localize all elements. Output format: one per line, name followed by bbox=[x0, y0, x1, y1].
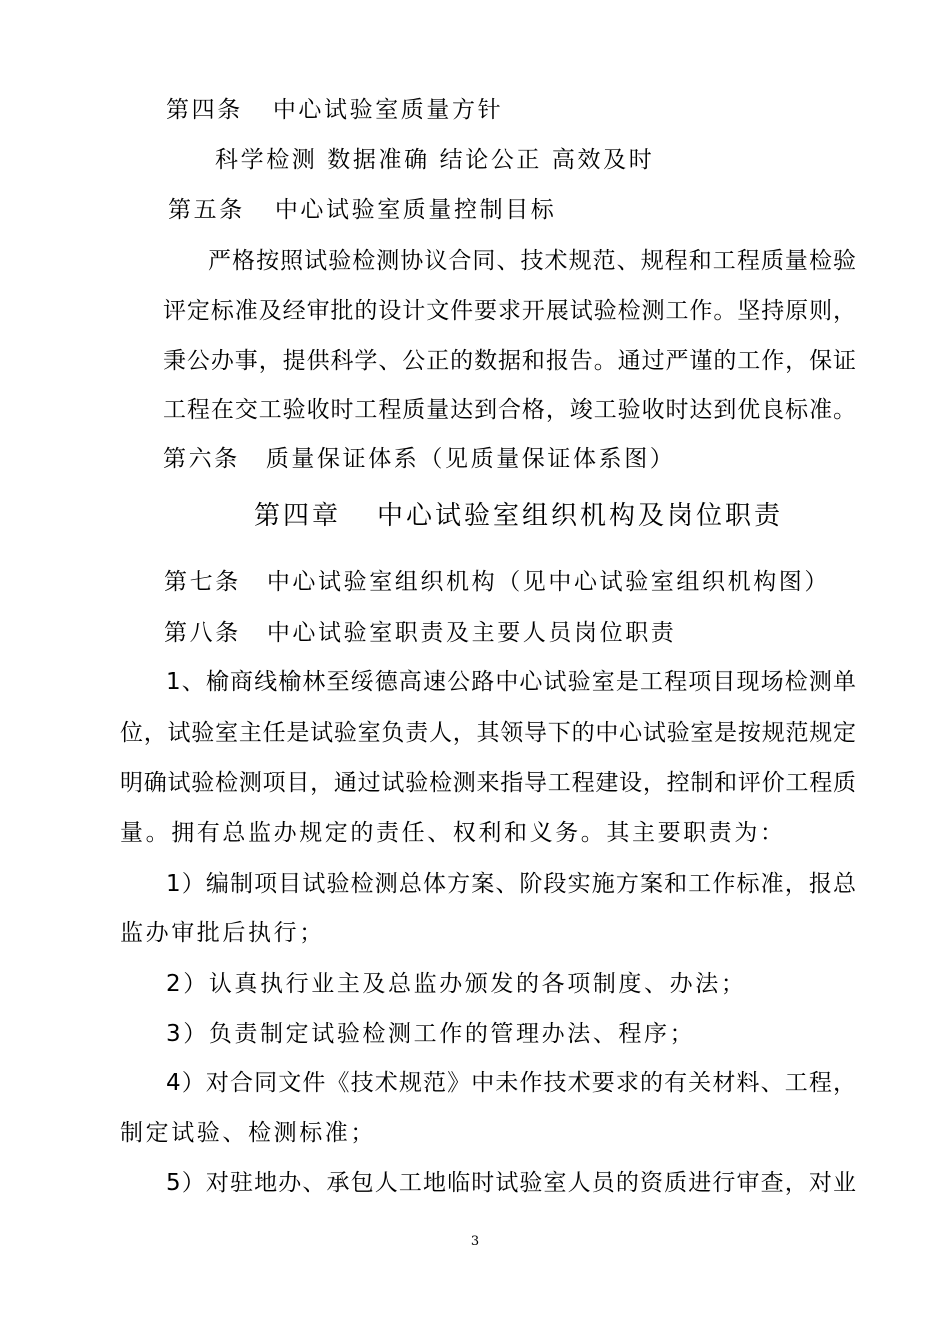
goal-line-3: 秉公办事，提供科学、公正的数据和报告。通过严谨的工作，保证 bbox=[163, 348, 856, 374]
duty-3: 3）负责制定试验检测工作的管理办法、程序； bbox=[166, 1021, 696, 1047]
article-6-heading bbox=[163, 444, 675, 474]
article-8-heading bbox=[164, 618, 676, 648]
item-1-line-1: 1、榆商线榆林至绥德高速公路中心试验室是工程项目现场检测单 bbox=[166, 669, 856, 695]
article-4-label: 第四条 bbox=[166, 97, 243, 123]
duty-2: 2）认真执行业主及总监办颁发的各项制度、办法； bbox=[166, 971, 747, 997]
article-8-title: 中心试验室职责及主要人员岗位职责 bbox=[266, 620, 677, 646]
chapter-4-title: 中心试验室组织机构及岗位职责 bbox=[377, 501, 784, 531]
article-4-title: 中心试验室质量方针 bbox=[272, 97, 504, 123]
duty-1-line-1: 1）编制项目试验检测总体方案、阶段实施方案和工作标准，报总 bbox=[166, 871, 856, 897]
duty-1-line-2: 监办审批后执行； bbox=[120, 920, 325, 946]
chapter-4-heading bbox=[254, 501, 783, 531]
goal-line-2: 评定标准及经审批的设计文件要求开展试验检测工作。坚持原则， bbox=[163, 298, 856, 324]
item-1-line-3: 明确试验检测项目，通过试验检测来指导工程建设，控制和评价工程质 bbox=[120, 770, 856, 796]
goal-line-4: 工程在交工验收时工程质量达到合格，竣工验收时达到优良标准。 bbox=[163, 397, 856, 423]
article-5-label: 第五条 bbox=[168, 197, 245, 223]
chapter-4-label: 第四章 bbox=[254, 501, 342, 531]
duty-5-line-1: 5）对驻地办、承包人工地临时试验室人员的资质进行审查，对业 bbox=[166, 1170, 856, 1196]
article-7-heading bbox=[164, 567, 830, 597]
duty-4-line-2: 制定试验、检测标准； bbox=[120, 1120, 376, 1146]
article-6-title: 质量保证体系（见质量保证体系图） bbox=[265, 446, 676, 472]
article-7-title: 中心试验室组织机构（见中心试验室组织机构图） bbox=[266, 569, 831, 595]
quality-policy: 科学检测 数据准确 结论公正 高效及时 bbox=[215, 147, 655, 173]
article-4-heading bbox=[166, 95, 503, 125]
item-1-line-2: 位，试验室主任是试验室负责人，其领导下的中心试验室是按规范规定 bbox=[120, 720, 856, 746]
article-6-label: 第六条 bbox=[163, 446, 240, 472]
article-8-label: 第八条 bbox=[164, 620, 241, 646]
page-number: 3 bbox=[470, 1234, 480, 1249]
article-7-label: 第七条 bbox=[164, 569, 241, 595]
item-1-line-4: 量。拥有总监办规定的责任、权利和义务。其主要职责为： bbox=[120, 820, 786, 846]
duty-4-line-1: 4）对合同文件《技术规范》中未作技术要求的有关材料、工程， bbox=[166, 1070, 856, 1096]
article-5-heading bbox=[168, 195, 556, 225]
goal-line-1: 严格按照试验检测协议合同、技术规范、规程和工程质量检验 bbox=[208, 248, 856, 274]
article-5-title: 中心试验室质量控制目标 bbox=[274, 197, 557, 223]
